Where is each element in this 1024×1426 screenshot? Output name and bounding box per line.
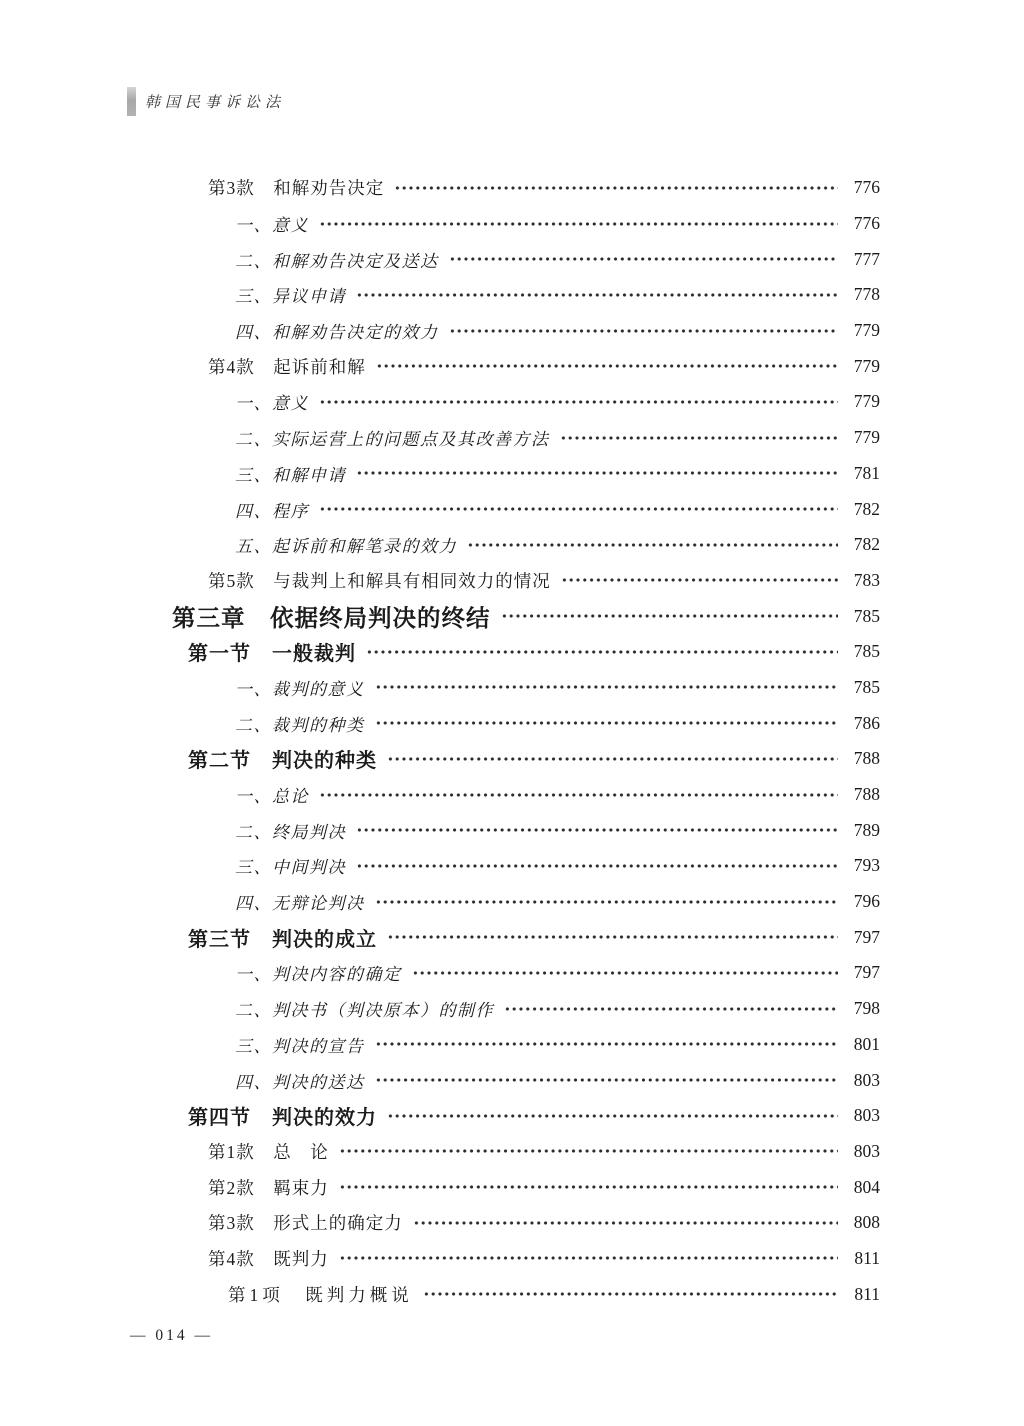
toc-entry-page: 797 [853, 926, 880, 947]
toc-entry-page: 804 [853, 1176, 880, 1197]
toc-entry-page: 781 [853, 462, 880, 483]
toc-entry-page: 776 [853, 213, 880, 234]
toc-entry-section [172, 741, 880, 777]
dot-leader [375, 678, 839, 696]
toc-entry [172, 1205, 880, 1241]
toc-entry [172, 1062, 880, 1098]
toc-entry-label: 三、和解申请 [235, 465, 346, 485]
toc-entry-label: 第1项 既判力概说 [228, 1284, 413, 1305]
dot-leader [394, 179, 838, 197]
toc-entry-page: 782 [853, 534, 880, 555]
toc-entry-label: 第4款 起诉前和解 [208, 356, 366, 377]
toc-entry-page: 785 [853, 676, 880, 697]
toc-entry-label: 五、起诉前和解笔录的效力 [235, 537, 457, 557]
toc-entry-label: 二、终局判决 [235, 822, 346, 842]
dot-leader [504, 1000, 838, 1018]
table-of-contents [172, 170, 880, 1312]
toc-entry-page: 785 [853, 605, 880, 626]
dot-leader [319, 786, 838, 804]
toc-entry-page: 808 [853, 1212, 880, 1233]
toc-entry-page: 811 [854, 1283, 880, 1304]
toc-entry-page: 793 [853, 855, 880, 876]
toc-entry [172, 241, 880, 277]
toc-entry-page: 782 [853, 498, 880, 519]
toc-entry-section [172, 634, 880, 670]
toc-entry-page: 785 [853, 641, 880, 662]
toc-entry [172, 1134, 880, 1170]
toc-entry [172, 348, 880, 384]
toc-entry-page: 798 [853, 998, 880, 1019]
toc-entry-label: 第5款 与裁判上和解具有相同效力的情况 [208, 570, 551, 591]
toc-entry [172, 1027, 880, 1063]
toc-entry-label: 三、判决的宣告 [235, 1036, 365, 1056]
toc-entry-label: 第三章 依据终局判决的终结 [172, 605, 491, 632]
toc-entry-label: 第3款 和解劝告决定 [208, 178, 385, 199]
toc-entry-section [172, 919, 880, 955]
toc-entry [172, 491, 880, 527]
dot-leader [319, 393, 838, 411]
toc-entry-page: 803 [853, 1140, 880, 1161]
header-accent-bar [127, 87, 136, 116]
dot-leader [339, 1142, 838, 1160]
toc-entry [172, 420, 880, 456]
folio-page-number: — 014 — [130, 1327, 213, 1344]
toc-entry-page: 803 [853, 1069, 880, 1090]
dot-leader [356, 857, 838, 875]
dot-leader [375, 714, 839, 732]
toc-entry-page: 801 [853, 1033, 880, 1054]
toc-entry-page: 797 [853, 962, 880, 983]
toc-entry-label: 第二节 判决的种类 [188, 750, 377, 773]
dot-leader [375, 893, 839, 911]
toc-entry [172, 991, 880, 1027]
toc-entry [172, 670, 880, 706]
toc-entry-label: 一、总论 [235, 787, 309, 807]
toc-entry-label: 第2款 羁束力 [208, 1177, 329, 1198]
toc-entry [172, 206, 880, 242]
dot-leader [387, 928, 838, 946]
toc-entry-page: 777 [853, 248, 880, 269]
toc-entry [172, 527, 880, 563]
toc-entry-page: 789 [853, 819, 880, 840]
toc-entry [172, 1276, 880, 1312]
dot-leader [319, 500, 838, 518]
dot-leader [356, 464, 838, 482]
toc-entry-label: 第1款 总 论 [208, 1141, 329, 1162]
toc-entry-label: 三、中间判决 [235, 858, 346, 878]
toc-entry-label: 三、异议申请 [235, 287, 346, 307]
toc-entry-label: 四、程序 [235, 501, 309, 521]
toc-entry [172, 705, 880, 741]
toc-entry-page: 788 [853, 784, 880, 805]
toc-entry-label: 第三节 判决的成立 [188, 928, 377, 951]
dot-leader [423, 1285, 838, 1303]
toc-entry-page: 803 [853, 1105, 880, 1126]
dot-leader [387, 750, 838, 768]
toc-entry-label: 一、裁判的意义 [235, 679, 365, 699]
dot-leader [560, 429, 839, 447]
dot-leader [339, 1249, 838, 1267]
toc-entry-page: 778 [853, 284, 880, 305]
toc-entry-label: 四、无辩论判决 [235, 894, 365, 914]
toc-entry-page: 776 [853, 177, 880, 198]
toc-entry [172, 848, 880, 884]
toc-entry-label: 四、判决的送达 [235, 1072, 365, 1092]
toc-entry-section [172, 1098, 880, 1134]
toc-entry [172, 170, 880, 206]
toc-entry-page: 779 [853, 391, 880, 412]
toc-entry-label: 二、实际运营上的问题点及其改善方法 [235, 430, 550, 450]
dot-leader [501, 607, 839, 625]
dot-leader [376, 357, 838, 375]
toc-entry [172, 884, 880, 920]
toc-entry-page: 786 [853, 712, 880, 733]
toc-entry [172, 563, 880, 599]
toc-entry-page: 779 [853, 427, 880, 448]
toc-entry-label: 一、意义 [235, 216, 309, 236]
dot-leader [375, 1071, 839, 1089]
dot-leader [561, 571, 838, 589]
toc-entry-label: 第一节 一般裁判 [188, 643, 356, 666]
page-header [127, 87, 285, 116]
toc-entry-page: 779 [853, 355, 880, 376]
toc-entry-label: 一、判决内容的确定 [235, 965, 402, 985]
dot-leader [319, 215, 838, 233]
book-title: 韩国民事诉讼法 [145, 95, 286, 111]
toc-entry-label: 一、意义 [235, 394, 309, 414]
toc-entry-page: 796 [853, 891, 880, 912]
dot-leader [339, 1178, 838, 1196]
dot-leader [413, 1214, 838, 1232]
dot-leader [467, 536, 838, 554]
toc-entry [172, 277, 880, 313]
toc-entry [172, 313, 880, 349]
toc-entry [172, 777, 880, 813]
dot-leader [449, 250, 839, 268]
toc-entry-page: 783 [853, 569, 880, 590]
toc-entry [172, 812, 880, 848]
toc-entry-label: 四、和解劝告决定的效力 [235, 323, 439, 343]
toc-entry-label: 二、和解劝告决定及送达 [235, 251, 439, 271]
page-footer [130, 1327, 213, 1345]
toc-entry-label: 第3款 形式上的确定力 [208, 1213, 403, 1234]
dot-leader [412, 964, 839, 982]
toc-entry-chapter [172, 598, 880, 634]
toc-entry-label: 二、裁判的种类 [235, 715, 365, 735]
toc-entry [172, 1241, 880, 1277]
toc-entry [172, 1169, 880, 1205]
toc-entry [172, 384, 880, 420]
toc-entry-label: 二、判决书（判决原本）的制作 [235, 1001, 494, 1021]
dot-leader [387, 1107, 838, 1125]
dot-leader [449, 322, 839, 340]
toc-entry-label: 第四节 判决的效力 [188, 1107, 377, 1130]
toc-entry-page: 779 [853, 320, 880, 341]
dot-leader [356, 286, 838, 304]
toc-entry [172, 955, 880, 991]
dot-leader [375, 1035, 839, 1053]
dot-leader [356, 821, 838, 839]
toc-entry [172, 456, 880, 492]
dot-leader [366, 643, 838, 661]
toc-entry-page: 811 [854, 1247, 880, 1268]
toc-entry-label: 第4款 既判力 [208, 1248, 329, 1269]
toc-entry-page: 788 [853, 748, 880, 769]
